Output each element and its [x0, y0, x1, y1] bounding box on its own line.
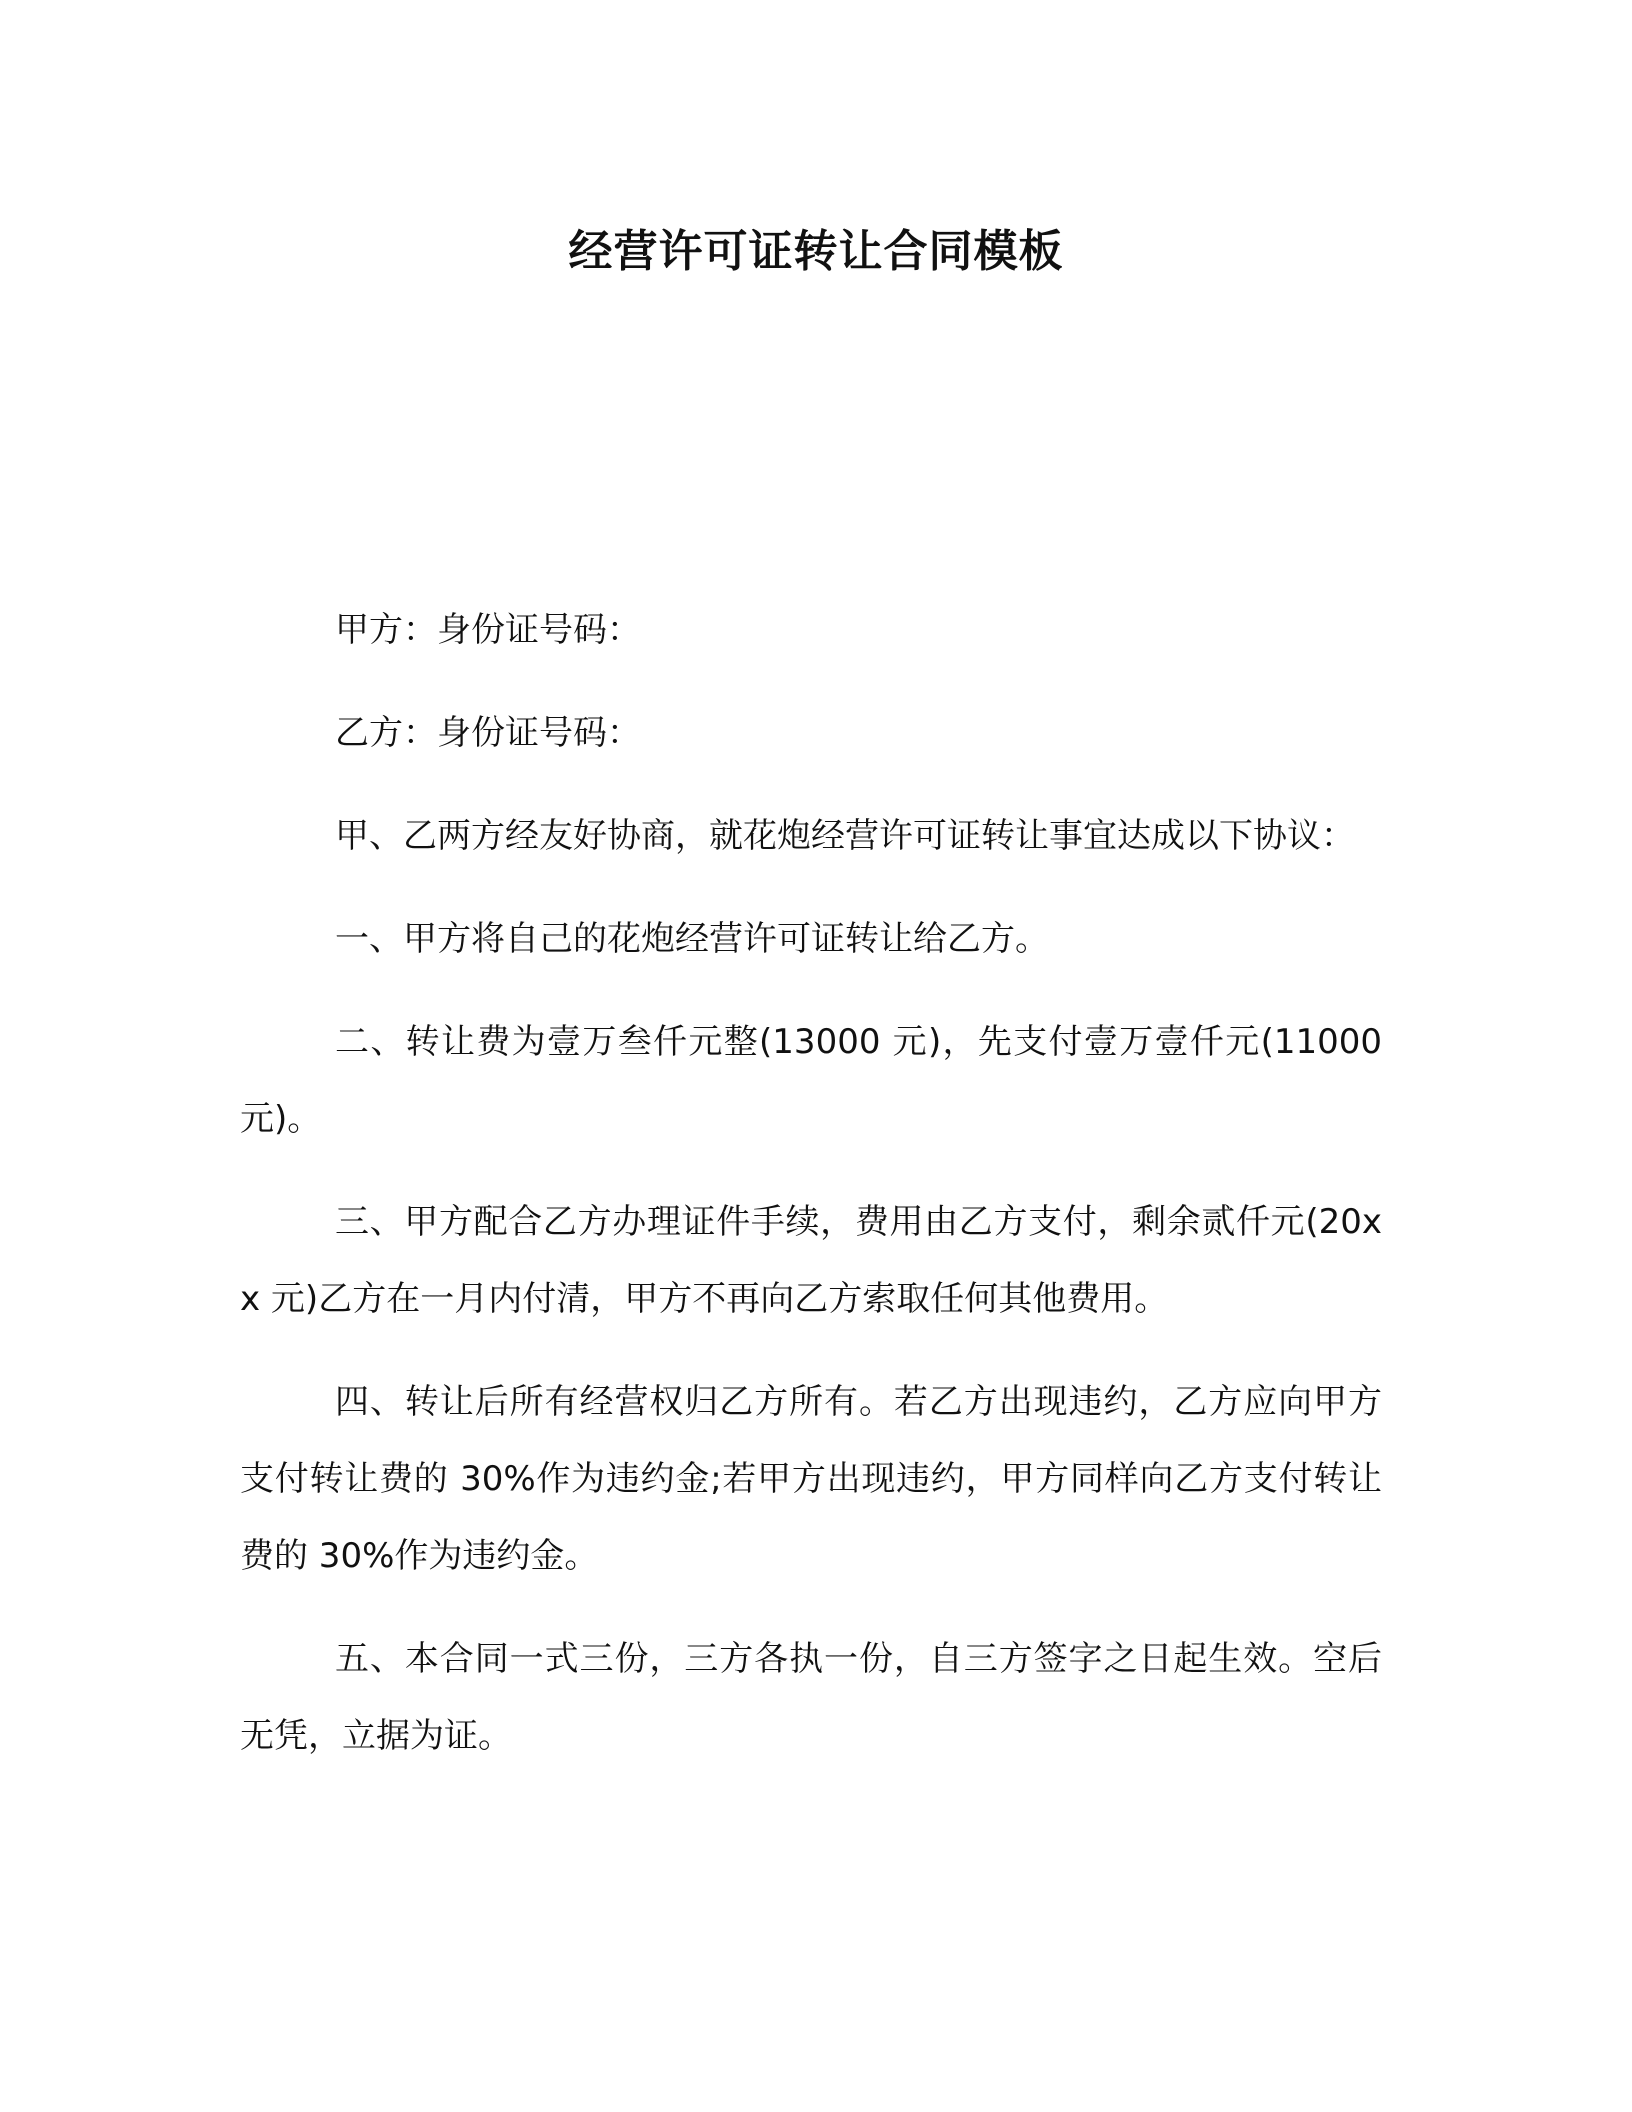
document-body	[240, 592, 1382, 1801]
clause-2: 二、转让费为壹万叁仟元整(13000 元)，先支付壹万壹仟元(11000 元)。	[240, 1022, 1382, 1139]
party-b-line: 乙方：身份证号码：	[335, 713, 641, 753]
clause-3: 三、甲方配合乙方办理证件手续，费用由乙方支付，剩余贰仟元(20xx 元)乙方在一月内付清，甲方不再向乙方索取任何其他费用。	[240, 1202, 1382, 1319]
clause-1: 一、甲方将自己的花炮经营许可证转让给乙方。	[335, 919, 1049, 959]
preamble-paragraph: 甲、乙两方经友好协商，就花炮经营许可证转让事宜达成以下协议：	[335, 816, 1355, 856]
clause-4: 四、转让后所有经营权归乙方所有。若乙方出现违约，乙方应向甲方支付转让费的 30%作为违约金;若甲方出现违约，甲方同样向乙方支付转让费的 30%作为违约金。	[240, 1382, 1382, 1576]
clause-5: 五、本合同一式三份，三方各执一份，自三方签字之日起生效。空后无凭，立据为证。	[240, 1639, 1382, 1756]
party-a-line: 甲方：身份证号码：	[335, 610, 641, 650]
document-title: 经营许可证转让合同模板	[568, 226, 1064, 277]
